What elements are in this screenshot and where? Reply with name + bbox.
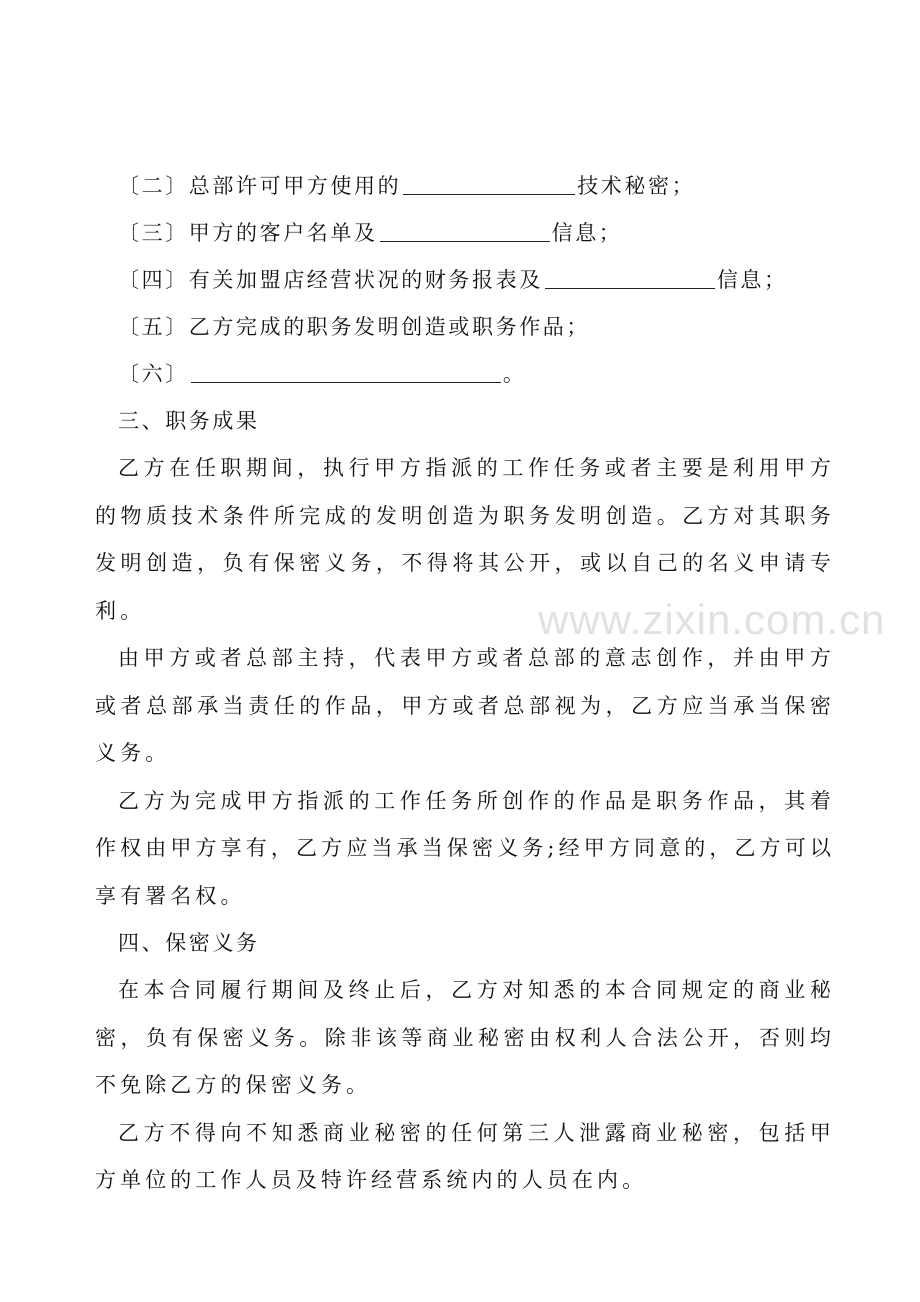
clause-item-2-text: 〔二〕总部许可甲方使用的 — [118, 174, 402, 198]
clause-item-5 — [95, 304, 835, 351]
clause-item-6-text: 〔六〕 — [118, 362, 189, 386]
fill-blank — [191, 363, 501, 383]
clause-item-4 — [95, 257, 835, 304]
section4-paragraph-1: 在本合同履行期间及终止后，乙方对知悉的本合同规定的商业秘密，负有保密义务。除非该等商业秘密由权利人合法公开，否则均不免除乙方的保密义务。 — [95, 978, 835, 1097]
document-body — [95, 163, 835, 1205]
section4-paragraph-2: 乙方不得向不知悉商业秘密的任何第三人泄露商业秘密，包括甲方单位的工作人员及特许经营系统内的人员在内。 — [95, 1120, 835, 1192]
section3-paragraph-3: 乙方为完成甲方指派的工作任务所创作的作品是职务作品，其着作权由甲方享有，乙方应当承当保密义务;经甲方同意的，乙方可以享有署名权。 — [95, 788, 835, 908]
clause-item-2 — [95, 163, 835, 210]
clause-item-3-text: 〔三〕甲方的客户名单及 — [118, 221, 378, 245]
clause-item-4-suffix: 信息； — [716, 268, 788, 292]
section3-paragraph-1: 乙方在任职期间，执行甲方指派的工作任务或者主要是利用甲方的物质技术条件所完成的发明创造为职务发明创造。乙方对其职务发明创造，负有保密义务，不得将其公开，或以自己的名义申请专利。 — [95, 456, 835, 623]
fill-blank — [545, 269, 715, 289]
clause-item-3-suffix: 信息； — [551, 221, 623, 245]
clause-item-4-text: 〔四〕有关加盟店经营状况的财务报表及 — [118, 268, 543, 292]
section-heading-4: 四、保密义务 — [118, 931, 260, 955]
clause-item-5-text: 〔五〕乙方完成的职务发明创造或职务作品； — [118, 315, 590, 339]
section-heading-3: 三、职务成果 — [118, 409, 260, 433]
watermark: www.zixin.com.cn — [538, 596, 886, 643]
clause-item-6-suffix: 。 — [502, 362, 527, 386]
clause-item-3 — [95, 210, 835, 257]
fill-blank — [403, 175, 575, 195]
clause-item-2-suffix: 技术秘密； — [577, 174, 696, 198]
fill-blank — [380, 222, 550, 242]
section3-paragraph-2: 由甲方或者总部主持，代表甲方或者总部的意志创作，并由甲方或者总部承当责任的作品，甲方或者总部视为，乙方应当承当保密义务。 — [95, 646, 835, 765]
clause-item-6 — [95, 351, 835, 398]
